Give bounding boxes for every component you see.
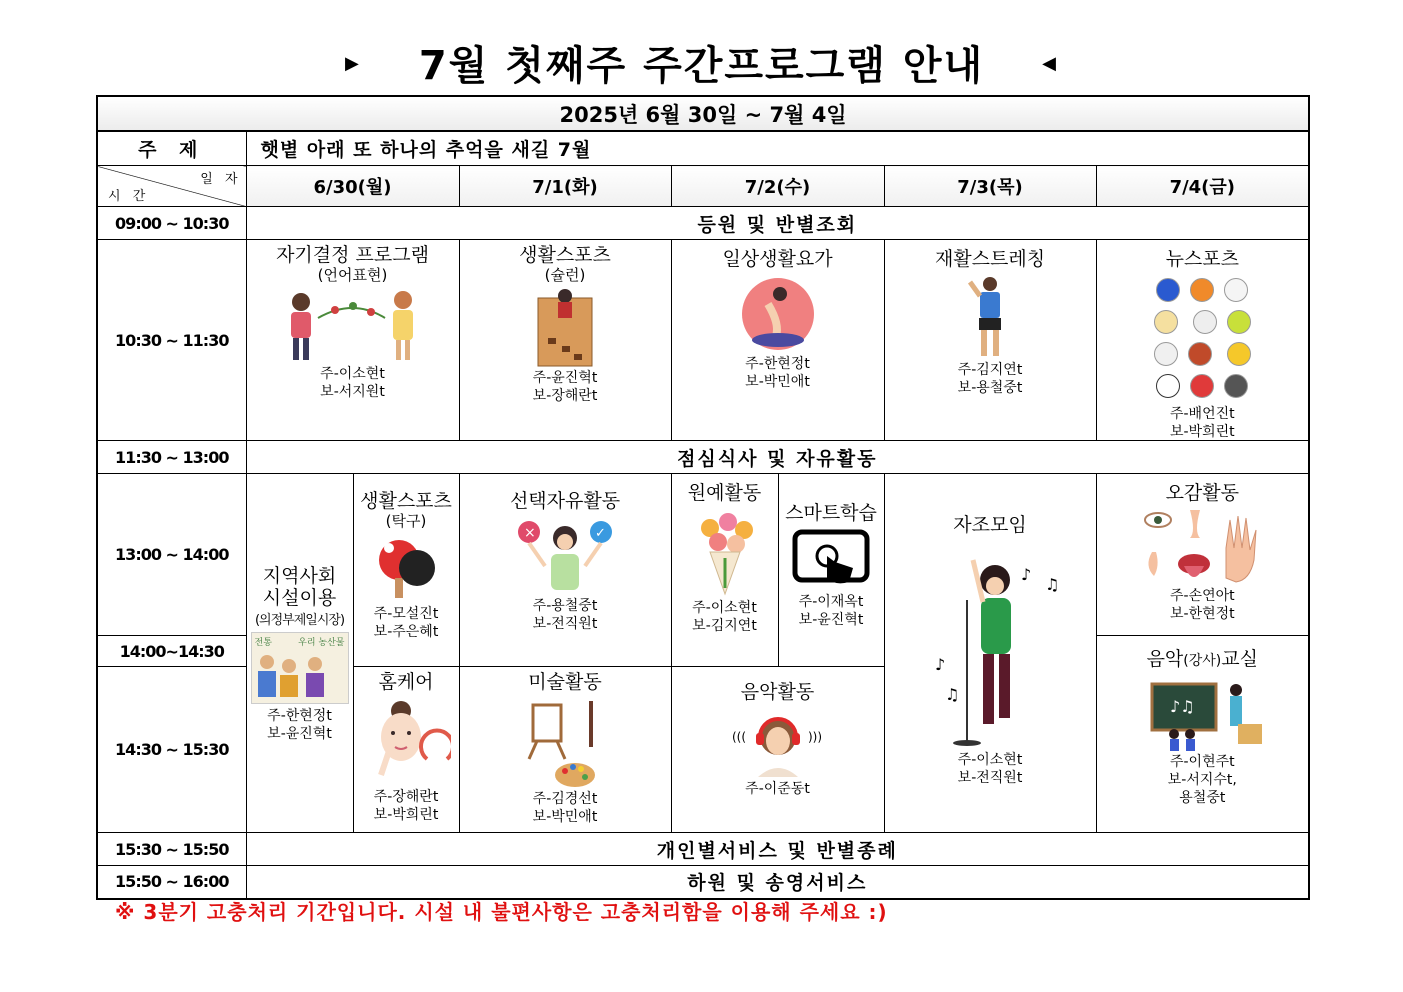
pingpong-paddle-icon xyxy=(371,534,441,604)
svg-text:♫: ♫ xyxy=(945,685,960,704)
morning-activity xyxy=(459,240,671,441)
staff-assist: 보-박희린t xyxy=(1169,424,1235,440)
staff-main: 주-이소현t xyxy=(692,600,757,616)
music-activity xyxy=(671,667,884,833)
activity-sub: (탁구) xyxy=(385,512,427,530)
staff-assist: 보-박민애t xyxy=(745,374,810,390)
staff-assist: 보-박민애t xyxy=(532,809,598,825)
musicclass-activity xyxy=(1096,636,1309,833)
time-label: 시 간 xyxy=(108,189,150,204)
svg-text:♪♫: ♪♫ xyxy=(1170,697,1195,716)
staff-assist: 보-서지수t, xyxy=(1167,772,1237,788)
market-sign: 우리 농산물 xyxy=(298,637,345,648)
staff-main: 주-배언진t xyxy=(1169,406,1235,422)
staff-main: 주-이현주t xyxy=(1169,754,1235,770)
lunch-row: 점심식사 및 자유활동 xyxy=(246,441,1309,474)
activity-name: 원예활동 xyxy=(687,482,762,504)
activity-name: 자조모임 xyxy=(953,514,1027,536)
svg-text:(((: ((( xyxy=(731,730,746,744)
staff-assist: 보-전직원t xyxy=(532,616,598,632)
theme-label: 주 제 xyxy=(97,131,246,166)
staff-assist: 보-윤진혁t xyxy=(267,725,332,742)
header-corner xyxy=(97,166,246,207)
time-slot: 15:30 ~ 15:50 xyxy=(97,833,246,866)
time-slot: 14:30 ~ 15:30 xyxy=(97,667,246,833)
market-illustration xyxy=(251,632,349,704)
staff-main: 주-이재옥t xyxy=(798,594,864,610)
activity-name: 선택자유활동 xyxy=(509,490,621,512)
page-title: ▶ 7월 첫째주 주간프로그램 안내 ◀ xyxy=(0,38,1403,96)
staff-assist: 보-서지원t xyxy=(320,384,385,400)
grievance-notice: ※ 3분기 고충처리 기간입니다. 시설 내 불편사항은 고충처리함을 이용해 주세요 :) xyxy=(115,900,888,924)
time-slot: 11:30 ~ 13:00 xyxy=(97,441,246,474)
staff-assist: 보-윤진혁t xyxy=(798,612,864,628)
staff-assist: 보-용철중t xyxy=(957,380,1023,396)
svg-text:✓: ✓ xyxy=(595,526,606,541)
staff-assist: 보-주은혜t xyxy=(373,624,439,640)
stretching-illustration xyxy=(960,274,1020,360)
staff-main: 주-한현정t xyxy=(745,356,810,372)
time-slot: 13:00 ~ 14:00 xyxy=(97,474,246,636)
headphones-listening-illustration xyxy=(728,707,828,779)
week-range: 2025년 6월 30일 ~ 7월 4일 xyxy=(97,96,1309,131)
activity-name: 일상생활요가 xyxy=(722,248,833,270)
staff-main: 주-손연아t xyxy=(1169,588,1235,604)
staff-assist: 보-박희린t xyxy=(373,807,439,823)
time-slot: 15:50 ~ 16:00 xyxy=(97,866,246,899)
staff-assist: 보-김지연t xyxy=(692,618,757,634)
activity-name: 음악활동 xyxy=(740,681,815,703)
activity-sub: (의정부제일시장) xyxy=(254,612,345,628)
activity-name: 생활스포츠 xyxy=(519,244,611,266)
smart-activity xyxy=(778,474,884,667)
garden-activity xyxy=(671,474,778,667)
svg-text:♪: ♪ xyxy=(935,655,946,674)
triangle-right-icon: ▶ xyxy=(345,53,361,74)
community-activity xyxy=(246,474,353,833)
easel-palette-icon xyxy=(515,697,615,789)
day-label: 일 자 xyxy=(200,172,242,187)
pingpong-activity xyxy=(353,474,459,667)
time-slot: 09:00 ~ 10:30 xyxy=(97,207,246,240)
theme-value: 햇볕 아래 또 하나의 추억을 새길 7월 xyxy=(246,131,1309,166)
yoga-illustration xyxy=(738,274,818,354)
choice-activity xyxy=(459,474,671,667)
staff-assist: 용철중t xyxy=(1179,790,1226,806)
schedule-table xyxy=(96,95,1310,900)
singer-illustration xyxy=(915,540,1065,750)
staff-main: 주-김지연t xyxy=(957,362,1023,378)
conversation-illustration xyxy=(273,288,433,364)
tablet-touch-icon xyxy=(791,528,871,592)
departure-row: 하원 및 송영서비스 xyxy=(246,866,1309,899)
arrival-row: 등원 및 반별조회 xyxy=(246,207,1309,240)
activity-name: 지역사회 xyxy=(262,564,337,587)
triangle-left-icon: ◀ xyxy=(1042,53,1058,74)
staff-main: 주-이소현t xyxy=(320,366,385,382)
staff-main: 주-모설진t xyxy=(373,606,439,622)
svg-text:♪: ♪ xyxy=(1021,565,1032,584)
selfhelp-activity xyxy=(884,474,1096,833)
staff-main: 주-한현정t xyxy=(267,707,332,724)
morning-activity xyxy=(671,240,884,441)
svg-text:♫: ♫ xyxy=(1045,575,1060,594)
staff-assist: 보-한현정t xyxy=(1169,606,1235,622)
day-header: 6/30(월) xyxy=(246,166,459,207)
activity-name: 재활스트레칭 xyxy=(934,248,1046,270)
activity-name: 자기결정 프로그램 xyxy=(276,244,429,266)
activity-name: 생활스포츠 xyxy=(360,490,452,512)
senses-activity xyxy=(1096,474,1309,636)
individual-service-row: 개인별서비스 및 반별종례 xyxy=(246,833,1309,866)
staff-assist: 보-전직원t xyxy=(957,770,1023,786)
activity-sub: (언어표현) xyxy=(317,266,388,284)
day-header: 7/4(금) xyxy=(1096,166,1309,207)
homecare-activity xyxy=(353,667,459,833)
time-slot: 14:00~14:30 xyxy=(97,636,246,667)
art-activity xyxy=(459,667,671,833)
activity-sub: (슐런) xyxy=(544,266,586,284)
day-header: 7/1(화) xyxy=(459,166,671,207)
shuffleboard-illustration xyxy=(530,288,600,368)
activity-name: 시설이용 xyxy=(262,586,337,609)
flower-bouquet-icon xyxy=(690,508,760,598)
activity-name: 스마트학습 xyxy=(785,502,877,524)
activity-name: 홈케어 xyxy=(378,671,434,693)
staff-main: 주-용철중t xyxy=(532,598,598,614)
svg-text:))): ))) xyxy=(807,730,822,744)
activity-name: 음악(강사)교실 xyxy=(1146,648,1258,670)
staff-main: 주-이준동t xyxy=(745,781,810,797)
day-header: 7/3(목) xyxy=(884,166,1096,207)
time-slot: 10:30 ~ 11:30 xyxy=(97,240,246,441)
staff-main: 주-이소현t xyxy=(957,752,1023,768)
activity-name: 오감활동 xyxy=(1165,482,1239,504)
staff-main: 주-장해란t xyxy=(373,789,439,805)
staff-main: 주-김경선t xyxy=(532,791,598,807)
staff-main: 주-윤진혁t xyxy=(532,370,598,386)
activity-name: 뉴스포츠 xyxy=(1165,248,1239,270)
morning-activity xyxy=(884,240,1096,441)
homecare-face-illustration xyxy=(361,697,451,787)
day-header: 7/2(수) xyxy=(671,166,884,207)
staff-assist: 보-장해란t xyxy=(532,388,598,404)
morning-activity xyxy=(246,240,459,441)
choice-illustration xyxy=(515,516,615,596)
svg-text:×: × xyxy=(524,525,536,541)
five-senses-illustration xyxy=(1142,508,1262,586)
activity-name: 미술활동 xyxy=(528,671,602,693)
morning-activity xyxy=(1096,240,1309,441)
sports-balls-icon xyxy=(1137,274,1267,402)
market-sign: 전통 xyxy=(254,637,272,648)
music-class-illustration xyxy=(1142,676,1262,752)
